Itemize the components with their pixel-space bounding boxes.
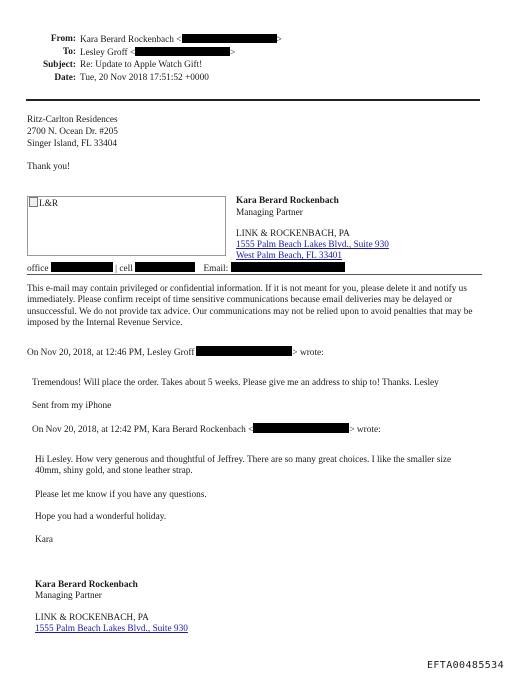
quote2-questions: Please let me know if you have any questions. bbox=[35, 490, 207, 500]
redaction-block bbox=[231, 262, 345, 272]
redaction-block bbox=[51, 262, 113, 272]
signature-address-link-2[interactable] bbox=[236, 251, 342, 263]
subject-label: Subject: bbox=[42, 60, 76, 70]
thank-you-text: Thank you! bbox=[27, 162, 71, 172]
to-value: Lesley Groff < > bbox=[80, 48, 236, 58]
signature-address-link-1[interactable] bbox=[236, 240, 389, 252]
to-label: To: bbox=[62, 47, 76, 57]
from-value: Kara Berard Rockenbach < > bbox=[80, 35, 282, 45]
address-line-2: 2700 N. Ocean Dr. #205 bbox=[27, 127, 118, 137]
broken-image-icon bbox=[29, 197, 38, 207]
legal-disclaimer: This e-mail may contain privileged or confidential information. If it is not meant for you, please delete it and notify us immediately. Please confirm receipt of time sensitive communications because email deliveries may be delayed or unsuccessful. We do not provide tax advice. Our communications may not be relied upon to avoid penalties that may be imposed by the Internal Revenue Service. bbox=[27, 284, 473, 328]
redaction-block bbox=[135, 262, 195, 272]
redaction-block bbox=[182, 34, 277, 43]
from-label: From: bbox=[50, 34, 76, 44]
redaction-block bbox=[135, 47, 230, 56]
contact-line: office | cell Email: bbox=[27, 262, 345, 276]
address-link[interactable]: 1555 Palm Beach Lakes Blvd., Suite 930 bbox=[236, 240, 389, 250]
signature2-name: Kara Berard Rockenbach bbox=[35, 580, 138, 590]
date-label: Date: bbox=[54, 73, 76, 83]
city-link[interactable]: West Palm Beach, FL 33401 bbox=[236, 251, 343, 261]
date-value: Tue, 20 Nov 2018 17:51:52 +0000 bbox=[80, 73, 209, 83]
logo-image-placeholder bbox=[27, 196, 226, 256]
signature-name: Kara Berard Rockenbach bbox=[236, 196, 339, 206]
quote2-body: Hi Lesley. How very generous and thoughtful of Jeffrey. There are so many great choices. I like the smaller size 40mm, shiny gold, and stone leather strap. bbox=[35, 455, 452, 477]
signature-divider bbox=[27, 274, 482, 275]
bates-number: EFTA00485534 bbox=[426, 660, 504, 671]
signature2-firm: LINK & ROCKENBACH, PA bbox=[35, 613, 149, 623]
redaction-block bbox=[196, 346, 292, 356]
logo-alt-text: L&R bbox=[29, 197, 58, 211]
quote2-holiday: Hope you had a wonderful holiday. bbox=[35, 512, 167, 522]
quote2-signoff: Kara bbox=[35, 535, 54, 545]
header-divider bbox=[26, 99, 480, 101]
address-line-1: Ritz-Carlton Residences bbox=[27, 115, 118, 125]
quote1-sent-from: Sent from my iPhone bbox=[32, 401, 112, 411]
signature-title: Managing Partner bbox=[236, 208, 303, 218]
signature-firm: LINK & ROCKENBACH, PA bbox=[236, 229, 350, 239]
signature2-title: Managing Partner bbox=[35, 591, 102, 601]
address-line-3: Singer Island, FL 33404 bbox=[27, 139, 118, 149]
quote1-intro: On Nov 20, 2018, at 12:46 PM, Lesley Groff > wrote: bbox=[27, 348, 324, 358]
quote1-body: Tremendous! Will place the order. Takes about 5 weeks. Please give me an address to ship to! Thanks. Lesley bbox=[32, 378, 439, 388]
quote2-intro: On Nov 20, 2018, at 12:42 PM, Kara Berard Rockenbach < > wrote: bbox=[32, 425, 381, 435]
signature2-address-link[interactable] bbox=[35, 624, 188, 636]
address-link[interactable]: 1555 Palm Beach Lakes Blvd., Suite 930 bbox=[35, 624, 188, 634]
redaction-block bbox=[253, 423, 349, 433]
subject-value: Re: Update to Apple Watch Gift! bbox=[80, 60, 203, 70]
